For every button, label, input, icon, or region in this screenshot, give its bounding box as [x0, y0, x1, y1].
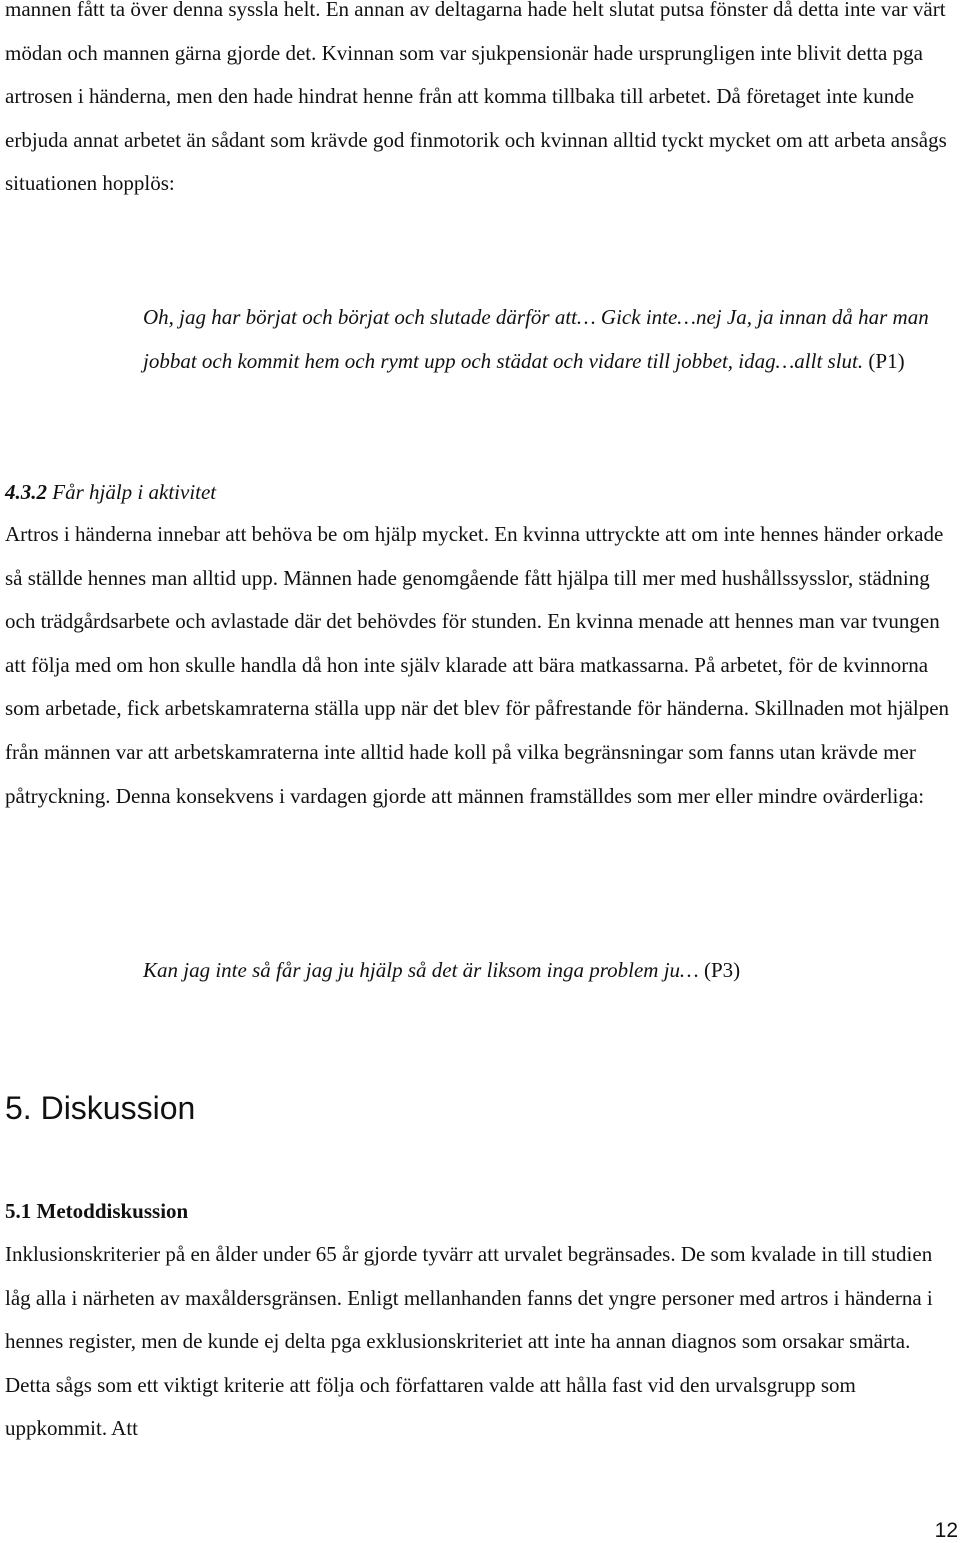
section-4-3-2-body: Artros i händerna innebar att behöva be om hjälp mycket. En kvinna uttryckte att om inte hennes händer orkade så ställde hennes man alltid upp. Männen hade genomgående fått hjälpa till mer med hushållssysslor, städning och trädgårdsarbete och avlastade där det behövdes för stunden. En kvinna menade att hennes man var tvungen att följa med om hon skulle handla då hon inte själv klarade att bära matkassarna. På arbetet, för de kvinnorna som arbetade, fick arbetskamraterna ställa upp när det blev för påfrestande för händerna. Skillnaden mot hjälpen från männen var att arbetskamraterna inte alltid hade koll på vilka begränsningar som fanns utan krävde mer påtryckning. Denna konsekvens i vardagen gjorde att männen framställdes som mer eller mindre ovärderliga: [5, 522, 950, 808]
section-heading-4-3-2 [5, 478, 216, 506]
quote-p3-source: (P3) [703, 958, 741, 982]
chapter-heading: 5. Diskussion [5, 1090, 196, 1126]
quote-p3 [143, 949, 943, 993]
section-number: 4.3.2 [5, 480, 47, 504]
section-heading-5-1: 5.1 Metoddiskussion [5, 1199, 189, 1223]
quote-p3-text: Kan jag inte så får jag ju hjälp så det är liksom inga problem ju… [143, 958, 699, 982]
section-title: Får hjälp i aktivitet [52, 480, 217, 504]
page-number: 12 [934, 1519, 958, 1542]
section-5-1-body: Inklusionskriterier på en ålder under 65 år gjorde tyvärr att urvalet begränsades. De som kvalade in till studien låg alla i närheten av maxåldersgränsen. Enligt mellanhanden fanns det yngre personer med artros i händerna i hennes register, men de kunde ej delta pga exklusionskriteriet att inte ha annan diagnos som orsakar smärta. Detta sågs som ett viktigt kriterie att följa och författaren valde att hålla fast vid den urvalsgrupp som uppkommit. Att [5, 1242, 933, 1441]
quote-p1 [143, 296, 943, 383]
intro-paragraph: mannen fått ta över denna syssla helt. En annan av deltagarna hade helt slutat putsa fönster då detta inte var värt mödan och mannen gärna gjorde det. Kvinnan som var sjukpensionär hade ursprungligen inte blivit detta pga artrosen i händerna, men den hade hindrat henne från att komma tillbaka till arbetet. Då företaget inte kunde erbjuda annat arbetet än sådant som krävde god finmotorik och kvinnan alltid tyckt mycket om att arbeta ansågs situationen hopplös: [5, 0, 947, 196]
quote-p1-text: Oh, jag har börjat och börjat och slutade därför att… Gick inte…nej Ja, ja innan då har man jobbat och kommit hem och rymt upp och städat och vidare till jobbet, idag…allt slut. [143, 305, 929, 373]
quote-p1-source: (P1) [868, 348, 905, 373]
